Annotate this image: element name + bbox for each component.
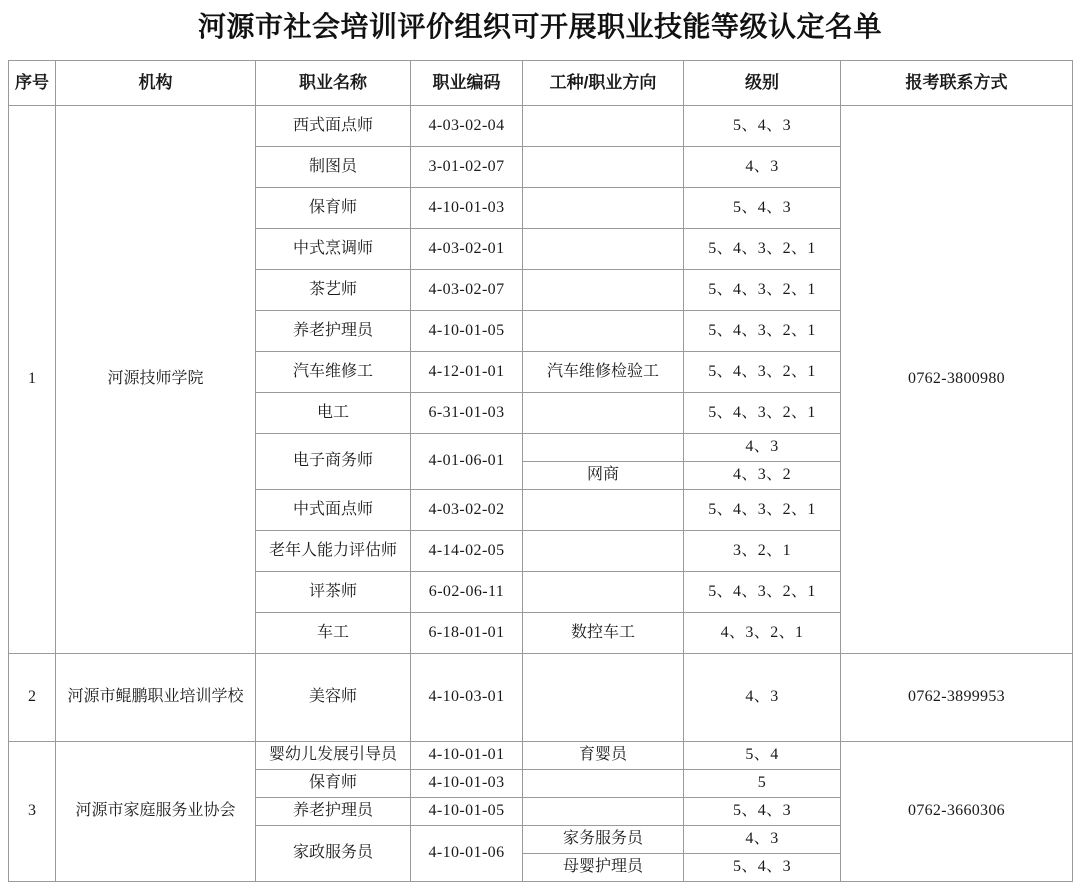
cell-section-index: 3 [9,742,56,882]
table-header [9,61,1073,106]
cell-level: 5、4、3、2、1 [684,311,841,352]
cell-contact-phone: 0762-3899953 [841,654,1073,742]
certification-listing-table [8,60,1073,882]
column-header-index: 序号 [9,61,56,106]
cell-job-direction [523,798,684,826]
cell-level: 4、3、2、1 [684,613,841,654]
cell-job-direction [523,188,684,229]
cell-job-direction: 汽车维修检验工 [523,352,684,393]
cell-occupation-name: 养老护理员 [256,311,411,352]
cell-occupation-name: 电子商务师 [256,434,411,490]
column-header-level: 级别 [684,61,841,106]
cell-occupation-name: 保育师 [256,188,411,229]
cell-job-direction: 数控车工 [523,613,684,654]
cell-contact-phone: 0762-3800980 [841,106,1073,654]
cell-occupation-code: 6-31-01-03 [411,393,523,434]
cell-occupation-code: 4-12-01-01 [411,352,523,393]
cell-occupation-code: 4-01-06-01 [411,434,523,490]
cell-job-direction [523,393,684,434]
cell-job-direction [523,106,684,147]
cell-occupation-code: 3-01-02-07 [411,147,523,188]
cell-job-direction: 育婴员 [523,742,684,770]
table-row [9,106,1073,147]
cell-occupation-name: 中式面点师 [256,490,411,531]
cell-occupation-code: 4-14-02-05 [411,531,523,572]
column-header-organization: 机构 [56,61,256,106]
cell-occupation-name: 家政服务员 [256,826,411,882]
cell-occupation-code: 4-10-01-01 [411,742,523,770]
page-title: 河源市社会培训评价组织可开展职业技能等级认定名单 [197,11,882,42]
cell-occupation-name: 茶艺师 [256,270,411,311]
cell-occupation-name: 保育师 [256,770,411,798]
cell-level: 5、4、3 [684,106,841,147]
cell-occupation-name: 评茶师 [256,572,411,613]
cell-contact-phone: 0762-3660306 [841,742,1073,882]
cell-level: 5、4、3 [684,188,841,229]
cell-job-direction: 网商 [523,462,684,490]
cell-job-direction [523,531,684,572]
column-header-contact: 报考联系方式 [841,61,1073,106]
cell-occupation-code: 4-03-02-07 [411,270,523,311]
cell-occupation-code: 6-02-06-11 [411,572,523,613]
cell-level: 4、3、2 [684,462,841,490]
cell-job-direction [523,270,684,311]
cell-level: 3、2、1 [684,531,841,572]
cell-level: 5 [684,770,841,798]
cell-organization-name: 河源市鲲鹏职业培训学校 [56,654,256,742]
cell-occupation-code: 4-03-02-01 [411,229,523,270]
table-header-row [9,61,1073,106]
column-header-code: 职业编码 [411,61,523,106]
cell-job-direction: 母婴护理员 [523,854,684,882]
column-header-direction: 工种/职业方向 [523,61,684,106]
column-header-occupation: 职业名称 [256,61,411,106]
cell-level: 5、4、3 [684,798,841,826]
cell-level: 5、4、3、2、1 [684,229,841,270]
cell-level: 4、3 [684,654,841,742]
cell-job-direction: 家务服务员 [523,826,684,854]
cell-organization-name: 河源技师学院 [56,106,256,654]
cell-organization-name: 河源市家庭服务业协会 [56,742,256,882]
cell-occupation-code: 4-10-01-05 [411,798,523,826]
cell-level: 4、3 [684,434,841,462]
cell-level: 4、3 [684,147,841,188]
cell-occupation-code: 4-10-03-01 [411,654,523,742]
cell-job-direction [523,654,684,742]
cell-occupation-name: 婴幼儿发展引导员 [256,742,411,770]
cell-job-direction [523,572,684,613]
cell-occupation-name: 西式面点师 [256,106,411,147]
cell-occupation-code: 4-03-02-02 [411,490,523,531]
cell-occupation-code: 4-10-01-03 [411,770,523,798]
cell-level: 5、4、3、2、1 [684,572,841,613]
cell-level: 5、4 [684,742,841,770]
cell-job-direction [523,434,684,462]
cell-level: 4、3 [684,826,841,854]
cell-occupation-name: 中式烹调师 [256,229,411,270]
cell-section-index: 2 [9,654,56,742]
table-row [9,742,1073,770]
cell-occupation-code: 6-18-01-01 [411,613,523,654]
listing-table-wrapper [8,60,1072,882]
cell-section-index: 1 [9,106,56,654]
cell-occupation-code: 4-10-01-06 [411,826,523,882]
cell-occupation-name: 养老护理员 [256,798,411,826]
cell-occupation-name: 制图员 [256,147,411,188]
cell-level: 5、4、3 [684,854,841,882]
cell-occupation-name: 美容师 [256,654,411,742]
cell-job-direction [523,147,684,188]
cell-job-direction [523,311,684,352]
cell-level: 5、4、3、2、1 [684,352,841,393]
cell-level: 5、4、3、2、1 [684,270,841,311]
cell-job-direction [523,770,684,798]
cell-occupation-name: 老年人能力评估师 [256,531,411,572]
table-row [9,654,1073,742]
cell-level: 5、4、3、2、1 [684,490,841,531]
cell-occupation-name: 车工 [256,613,411,654]
cell-job-direction [523,490,684,531]
cell-job-direction [523,229,684,270]
cell-occupation-name: 汽车维修工 [256,352,411,393]
cell-occupation-code: 4-03-02-04 [411,106,523,147]
cell-level: 5、4、3、2、1 [684,393,841,434]
table-body [9,106,1073,882]
cell-occupation-code: 4-10-01-05 [411,311,523,352]
cell-occupation-code: 4-10-01-03 [411,188,523,229]
cell-occupation-name: 电工 [256,393,411,434]
